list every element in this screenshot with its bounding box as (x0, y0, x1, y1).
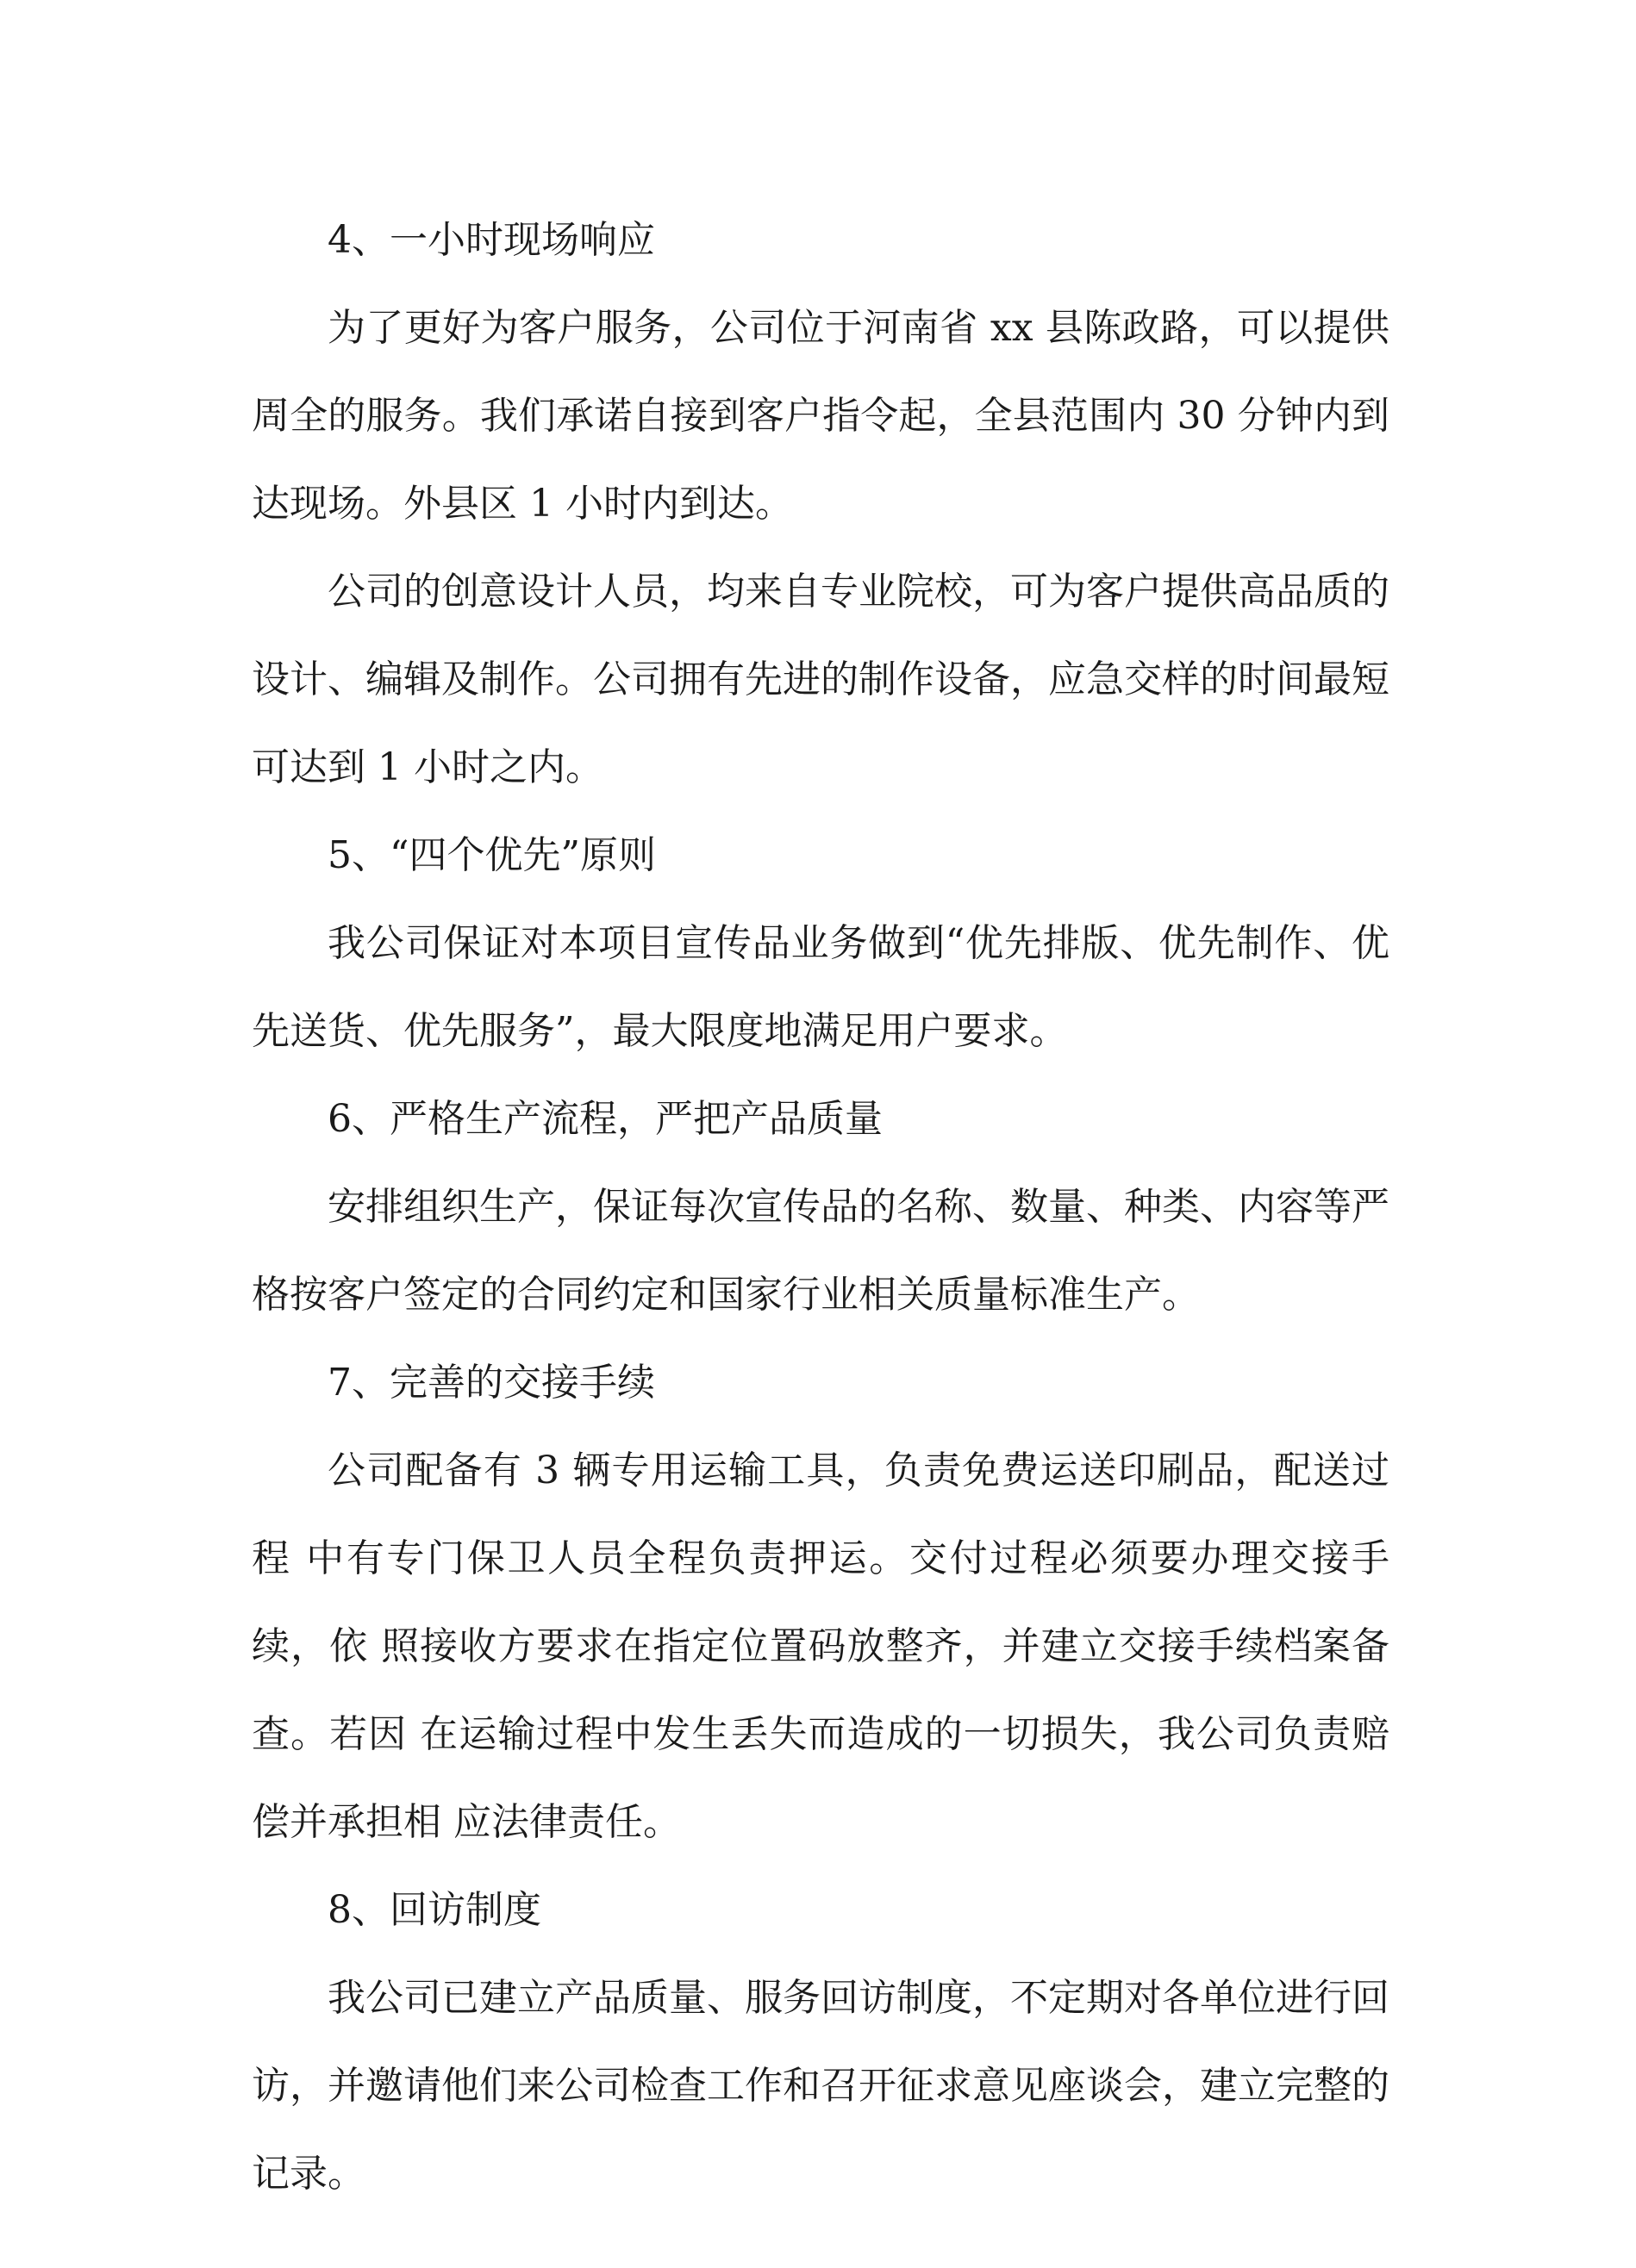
section-heading-6: 6、严格生产流程，严把产品质量 (328, 1097, 883, 1141)
paragraph-design-staff: 公司的创意设计人员，均来自专业院校，可为客户提供高品质的 设计、编辑及制作。公司拥有先进的制作设备，应急交样的时间最短 可达到 1 小时之内。 (252, 570, 1389, 789)
paragraph-follow-up: 我公司已建立产品质量、服务回访制度，不定期对各单位进行回 访，并邀请他们来公司检查工作和召开征求意见座谈会，建立完整的 记录。 (252, 1976, 1389, 2196)
paragraph-response-service: 为了更好为客户服务，公司位于河南省 xx 县陈政路，可以提供 周全的服务。我们承诺自接到客户指令起，全县范围内 30 分钟内到 达现场。外县区 1 小时内到达。 (252, 306, 1389, 526)
section-heading-7: 7、完善的交接手续 (328, 1361, 655, 1405)
paragraph-handover: 公司配备有 3 辆专用运输工具，负责免费运送印刷品，配送过程 中有专门保卫人员全程负责押运。交付过程必须要办理交接手续，依 照接收方要求在指定位置码放整齐，并建立交接手续档案备查。若因 在运输过程中发生丢失而造成的一切损失，我公司负责赔偿并承担相 应法律责任。 (252, 1449, 1389, 1844)
paragraph-four-priorities: 我公司保证对本项目宣传品业务做到“优先排版、优先制作、优 先送货、优先服务”，最大限度地满足用户要求。 (252, 921, 1389, 1053)
section-heading-8: 8、回访制度 (328, 1888, 541, 1932)
section-heading-4: 4、一小时现场响应 (328, 218, 655, 262)
paragraph-production-quality: 安排组织生产，保证每次宣传品的名称、数量、种类、内容等严 格按客户签定的合同约定和国家行业相关质量标准生产。 (252, 1185, 1389, 1317)
section-heading-5: 5、“四个优先”原则 (328, 833, 656, 877)
document-body (252, 196, 1389, 2218)
